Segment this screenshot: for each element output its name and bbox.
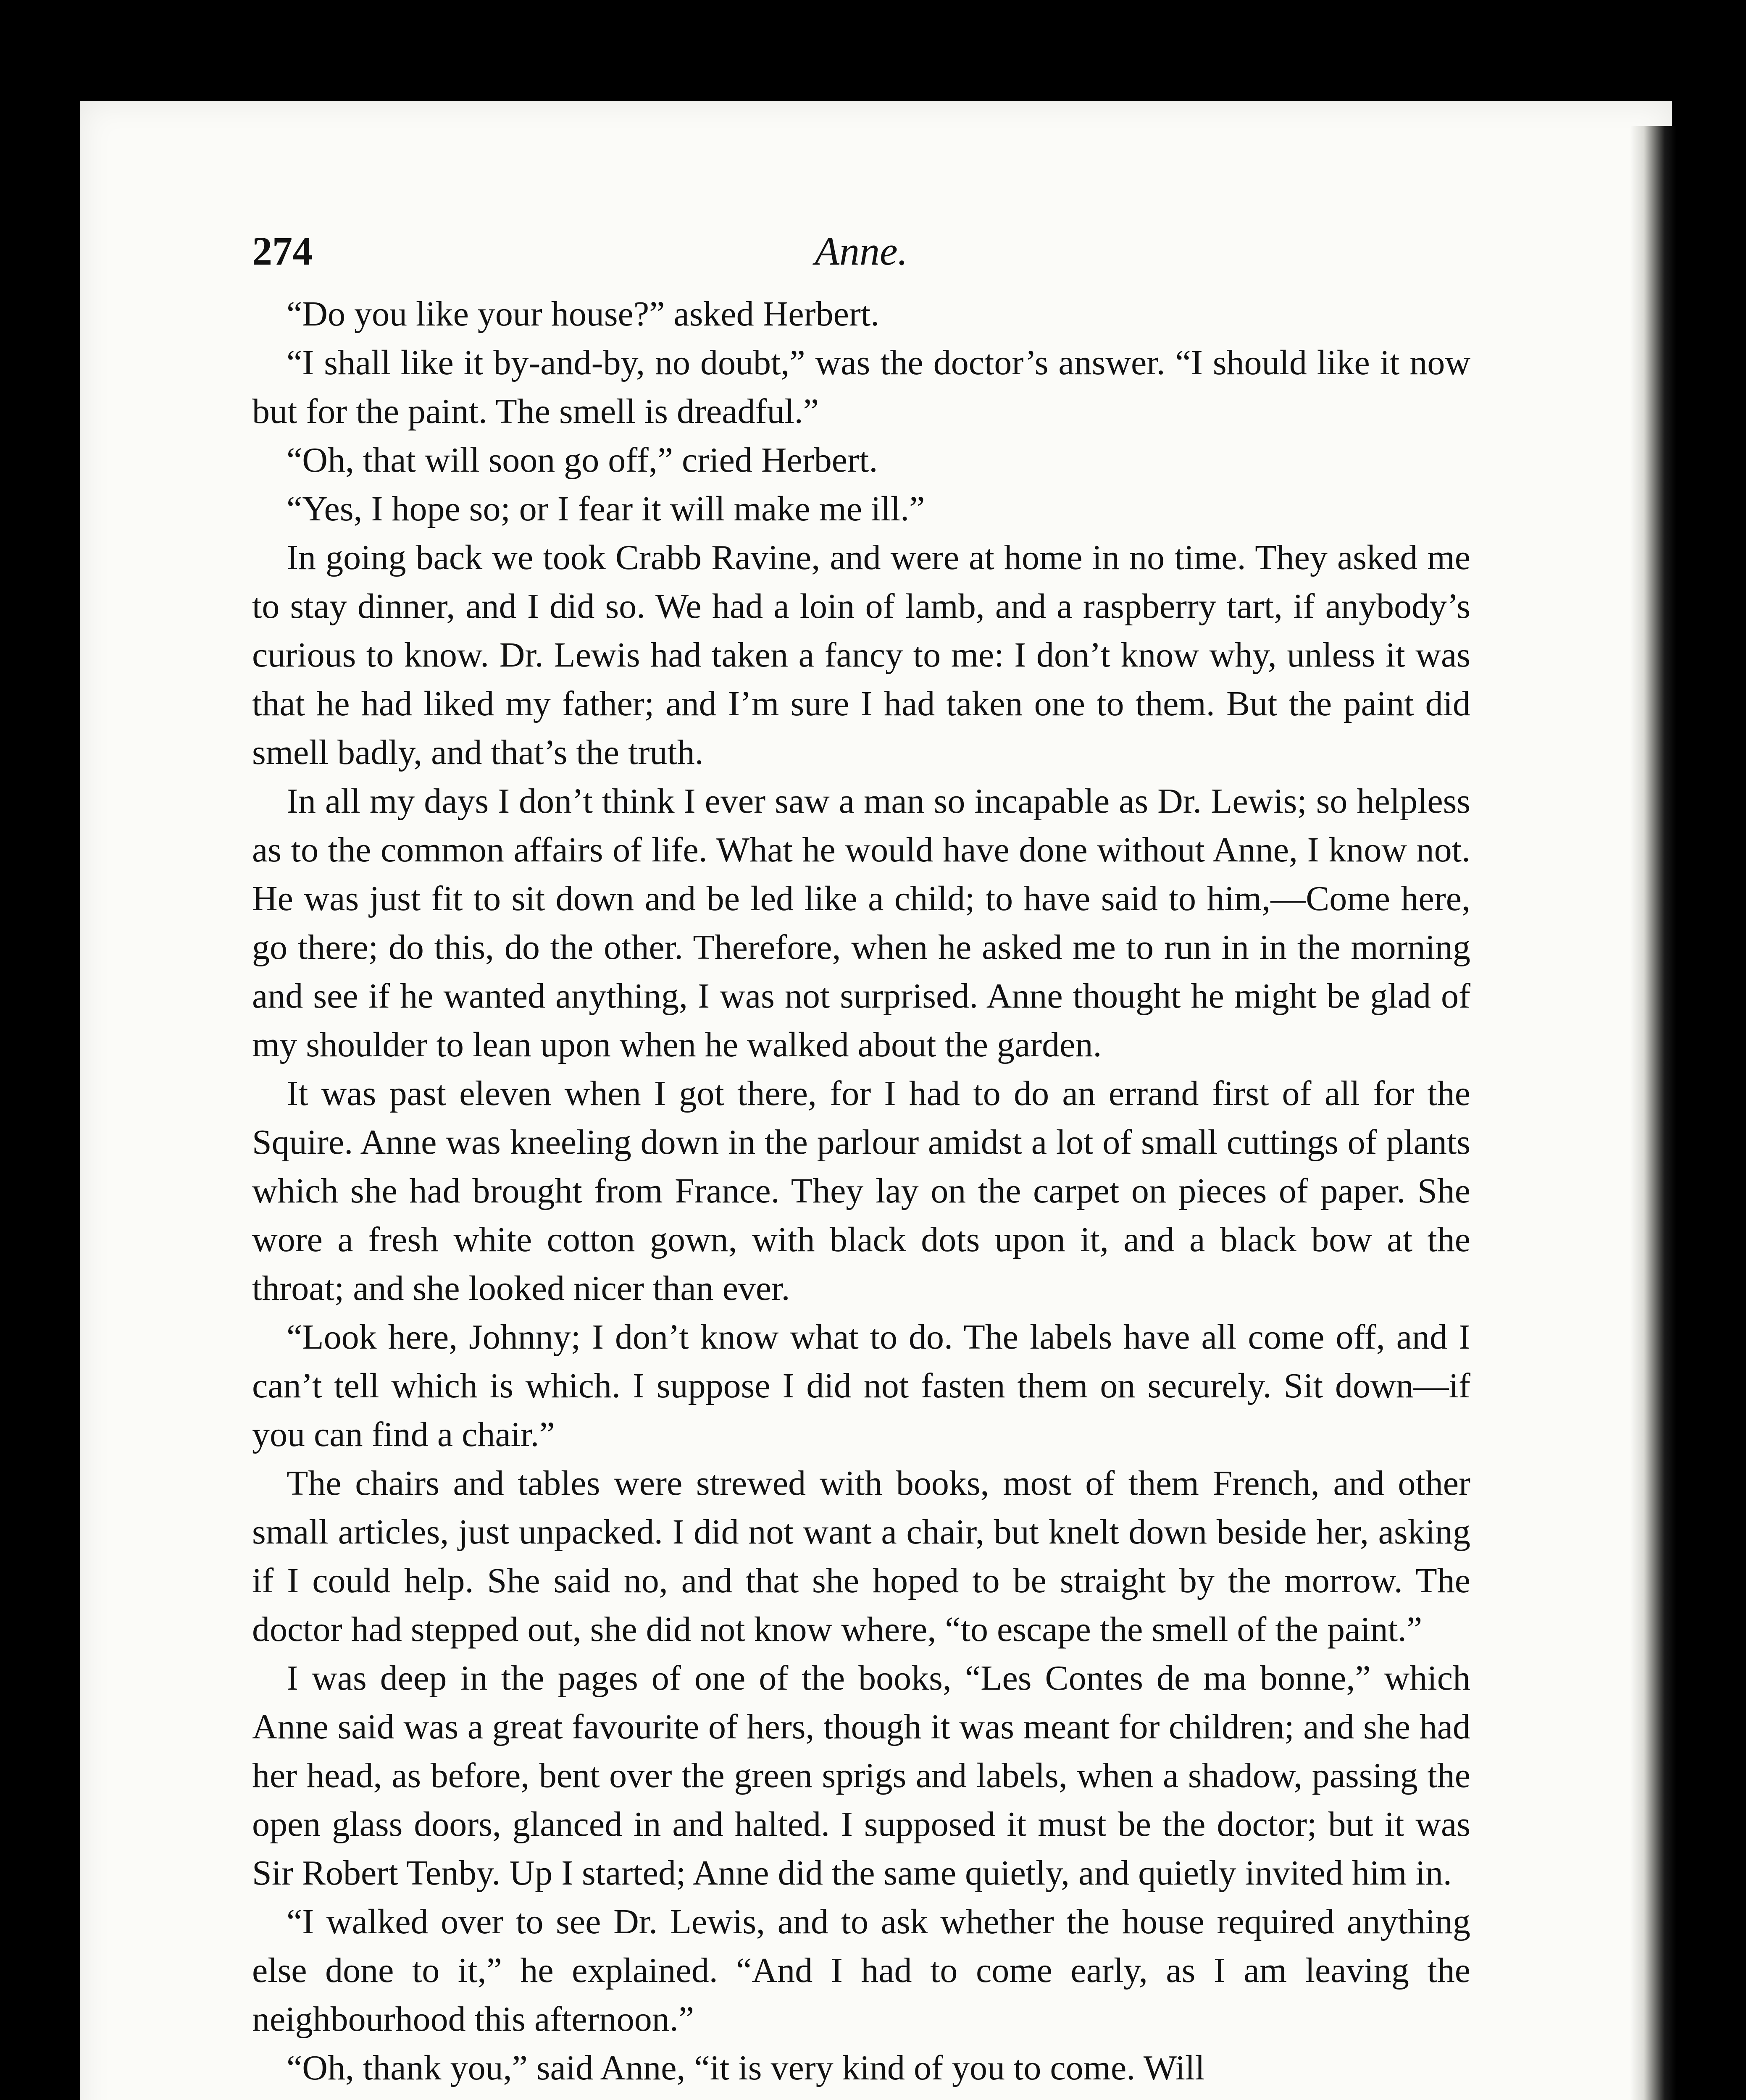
paragraph: I was deep in the pages of one of the books, “Les Contes de ma bonne,” which Anne said was a great favourite of hers, though it was meant for children; and she had her head, as before, bent over the green sprigs and labels, when a shadow, passing the open glass doors, glanced in and halted. I supposed it must be the doctor; but it was Sir Robert Tenby. Up I started; Anne did the same quietly, and quietly invited him in.: [252, 1659, 1470, 1893]
paragraph: “Oh, thank you,” said Anne, “it is very kind of you to come. Will: [287, 2048, 1205, 2087]
paragraph: “Oh, that will soon go off,” cried Herbert.: [287, 441, 878, 480]
paragraph: “I walked over to see Dr. Lewis, and to ask whether the house required anything else done to it,” he explained. “And I had to come early, as I am leaving the neighbourhood this afternoon.”: [252, 1902, 1470, 2039]
paragraph: “Yes, I hope so; or I fear it will make me ill.”: [287, 489, 925, 528]
page-text-block: [252, 218, 1470, 2092]
paragraph: The chairs and tables were strewed with books, most of them French, and other small articles, just unpacked. I did not want a chair, but knelt down beside her, asking if I could help. She said no, and that she hoped to be straight by the morrow. The doctor had stepped out, she did not know where, “to escape the smell of the paint.”: [252, 1464, 1470, 1649]
page-number: 274: [252, 228, 313, 273]
paragraph: “I shall like it by-and-by, no doubt,” was the doctor’s answer. “I should like it now but for the paint. The smell is dreadful.”: [252, 343, 1470, 431]
paragraph: In going back we took Crabb Ravine, and were at home in no time. They asked me to stay dinner, and I did so. We had a loin of lamb, and a raspberry tart, if anybody’s curious to know. Dr. Lewis had taken a fancy to me: I don’t know why, unless it was that he had liked my father; and I’m sure I had taken one to them. But the paint did smell badly, and that’s the truth.: [252, 538, 1470, 772]
book-spine-edge: [1630, 126, 1676, 2100]
running-title: Anne.: [815, 228, 908, 273]
scan-border: [1676, 126, 1701, 2100]
running-head: [252, 218, 1470, 281]
paragraph: In all my days I don’t think I ever saw a man so incapable as Dr. Lewis; so helpless as to the common affairs of life. What he would have done without Anne, I know not. He was just fit to sit down and be led like a child; to have said to him,—Come here, go there; do this, do the other. Therefore, when he asked me to run in in the morning and see if he wanted anything, I was not surprised. Anne thought he might be glad of my shoulder to lean upon when he walked about the garden.: [252, 782, 1470, 1064]
paragraph: It was past eleven when I got there, for I had to do an errand first of all for the Squire. Anne was kneeling down in the parlour amidst a lot of small cuttings of plants which she had brought from France. They lay on the carpet on pieces of paper. She wore a fresh white cotton gown, with black dots upon it, and a black bow at the throat; and she looked nicer than ever.: [252, 1074, 1470, 1308]
paragraph: “Do you like your house?” asked Herbert.: [287, 294, 880, 333]
paragraph: “Look here, Johnny; I don’t know what to do. The labels have all come off, and I can’t tell which is which. I suppose I did not fasten them on securely. Sit down—if you can find a chair.”: [252, 1318, 1470, 1454]
